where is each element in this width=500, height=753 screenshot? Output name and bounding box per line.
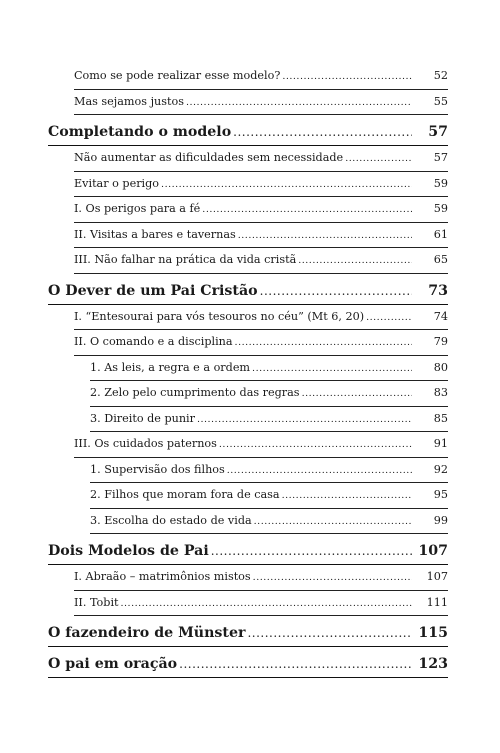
toc-entry-title: III. Não falhar na prática da vida cristã (74, 253, 297, 266)
toc-entry-title: 1. Supervisão dos filhos (90, 462, 225, 476)
dot-leader (260, 279, 412, 304)
toc-entry (74, 591, 448, 617)
toc-subentry (90, 381, 448, 407)
toc-entry (74, 248, 448, 274)
toc-entry-title: III. Os cuidados paternos (74, 437, 217, 450)
toc-entry (74, 305, 448, 331)
toc-entry (74, 223, 448, 249)
toc-entry-title: 2. Filhos que moram fora de casa (90, 488, 280, 501)
toc-section (48, 621, 448, 647)
dot-leader (254, 510, 412, 535)
toc-entry-page: 52 (433, 69, 448, 82)
dot-leader (235, 331, 412, 356)
dot-leader (247, 621, 412, 646)
toc-entry-page: 79 (433, 335, 448, 348)
toc-section-page: 123 (418, 656, 448, 672)
dot-leader (211, 539, 412, 564)
toc-subentry (90, 356, 448, 382)
toc-section-page: 115 (418, 625, 448, 641)
toc-entry-page: 99 (433, 513, 448, 527)
toc-entry-title: Mas sejamos justos (74, 94, 184, 108)
toc-section-page: 107 (418, 543, 448, 559)
toc-section-page: 73 (428, 282, 448, 299)
toc-subentry (90, 407, 448, 433)
toc-entry (74, 565, 448, 591)
toc-entry-page: 57 (433, 151, 448, 164)
toc-entry-title: Evitar o perigo (74, 176, 160, 190)
dot-leader (227, 459, 412, 484)
toc-entry (74, 172, 448, 198)
toc-entry-page: 59 (433, 176, 448, 190)
dot-leader (233, 120, 412, 145)
toc-entry (74, 146, 448, 172)
toc-subentry (90, 509, 448, 535)
toc-entry-title: I. Abraão – matrimônios mistos (74, 570, 251, 583)
toc-entry-title: Como se pode realizar esse modelo? (74, 69, 281, 82)
toc-entry-page: 111 (426, 595, 448, 609)
toc-entry (74, 432, 448, 458)
toc-entry (74, 330, 448, 356)
toc-entry (74, 64, 448, 90)
toc-entry-title: Não aumentar as dificuldades sem necessidade (74, 151, 344, 164)
toc-section (48, 120, 448, 146)
toc-section (48, 279, 448, 305)
dot-leader (282, 484, 412, 509)
toc-entry-page: 74 (433, 309, 448, 323)
toc-section-title: O fazendeiro de Münster (48, 625, 246, 641)
toc-entry-title: I. “Entesourai para vós tesouros no céu” (Mt 6, 20) (74, 309, 365, 323)
toc-entry-title: 3. Direito de punir (90, 411, 195, 425)
dot-leader (345, 147, 412, 172)
dot-leader (186, 91, 412, 116)
toc-section (48, 539, 448, 565)
toc-section-title: Dois Modelos de Pai (48, 543, 209, 559)
toc-entry (74, 197, 448, 223)
toc-section-title: Completando o modelo (48, 124, 232, 140)
dot-leader (366, 306, 412, 331)
toc-entry-page: 55 (433, 94, 448, 108)
toc-entry-page: 59 (433, 202, 448, 215)
dot-leader (253, 566, 412, 591)
toc-entry-page: 83 (433, 386, 448, 399)
dot-leader (121, 592, 412, 617)
toc-entry-title: 1. As leis, a regra e a ordem (90, 360, 251, 374)
dot-leader (197, 408, 412, 433)
toc-section (48, 652, 448, 678)
toc-section-title: O Dever de um Pai Cristão (48, 282, 258, 299)
dot-leader (202, 198, 412, 223)
dot-leader (302, 382, 412, 407)
dot-leader (282, 65, 412, 90)
toc-entry-page: 61 (433, 227, 448, 241)
dot-leader (179, 652, 412, 677)
toc-section-page: 57 (428, 124, 448, 140)
toc-entry-title: II. Visitas a bares e tavernas (74, 227, 236, 241)
toc-entry-title: I. Os perigos para a fé (74, 202, 201, 215)
table-of-contents (48, 64, 448, 678)
toc-entry-title: II. Tobit (74, 595, 119, 609)
toc-section-title: O pai em oração (48, 656, 178, 672)
toc-entry-page: 80 (433, 360, 448, 374)
toc-entry-page: 107 (426, 570, 448, 583)
toc-entry-page: 85 (433, 411, 448, 425)
toc-subentry (90, 483, 448, 509)
toc-entry-page: 91 (433, 437, 448, 450)
dot-leader (238, 224, 412, 249)
dot-leader (252, 357, 412, 382)
toc-entry-title: 2. Zelo pelo cumprimento das regras (90, 386, 300, 399)
toc-entry-title: 3. Escolha do estado de vida (90, 513, 252, 527)
dot-leader (219, 433, 412, 458)
toc-entry-page: 65 (433, 253, 448, 266)
toc-entry-title: II. O comando e a disciplina (74, 335, 233, 348)
toc-entry-page: 95 (433, 488, 448, 501)
toc-entry-page: 92 (433, 462, 448, 476)
toc-subentry (90, 458, 448, 484)
toc-entry (74, 90, 448, 116)
dot-leader (298, 249, 412, 274)
dot-leader (161, 173, 412, 198)
